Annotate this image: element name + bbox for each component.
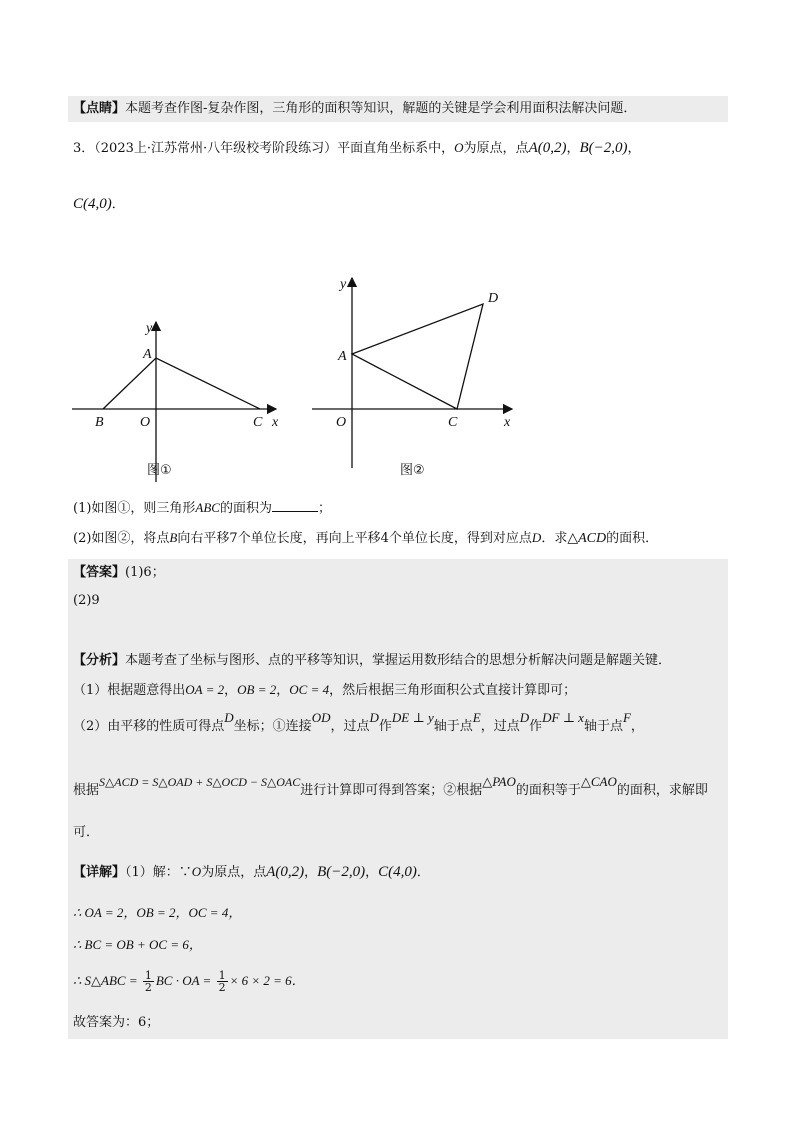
- problem-number: 3．: [73, 141, 95, 156]
- answer-line-1: 【答案】(1)6；: [73, 565, 165, 580]
- caption-fig1: 图①: [147, 463, 172, 478]
- question-2: (2)如图②，将点B向右平移7个单位长度，再向上平移4个单位长度，得到对应点D．求△ACD的面积．: [73, 530, 659, 546]
- analysis-line-1: 【分析】本题考查了坐标与图形、点的平移等知识，掌握运用数形结合的思想分析解决问题是解题关键．: [73, 653, 672, 668]
- triangle-acd: [352, 304, 483, 409]
- fraction-half-2: $\frac{1}{2}$: [218, 969, 226, 994]
- point-b-coord: B(−2,0): [579, 140, 628, 156]
- figure-2: [300, 268, 530, 490]
- dianjing-text: 本题考查作图-复杂作图，三角形的面积等知识，解题的关键是学会利用面积法解决问题．: [125, 101, 637, 116]
- answer-tag: 【答案】: [73, 565, 126, 580]
- detail-line-4: ∴ S△ABC = $\frac{1}{2}$ BC · OA = $\frac{1}{2}$ × 6 × 2 = 6．: [73, 969, 305, 994]
- label-c: C: [448, 415, 458, 430]
- detail-line-5: 故答案为：6；: [73, 1015, 160, 1030]
- detail-line-1: 【详解】（1）解：∵O为原点，点A(0,2)，B(−2,0)，C(4,0)．: [73, 864, 430, 880]
- answer-blank: [272, 499, 318, 512]
- analysis-tag: 【分析】: [73, 653, 126, 668]
- caption-fig2: 图②: [400, 463, 425, 478]
- answer-line-2: (2)9: [73, 593, 100, 608]
- label-o: O: [140, 415, 151, 430]
- detail-line-2: ∴ OA = 2，OB = 2，OC = 4，: [73, 905, 242, 920]
- analysis-line-3: （2）由平移的性质可得点D坐标；①连接OD，过点D作DE ⊥ y轴于点E，过点D作DF ⊥ x轴于点F，: [73, 710, 644, 734]
- label-a: A: [143, 347, 152, 362]
- problem-source: （2023上·江苏常州·八年级校考阶段练习）: [94, 141, 338, 156]
- question-1: (1)如图①，则三角形ABC的面积为 ；: [73, 500, 332, 516]
- label-x: x: [272, 415, 279, 430]
- problem-stem-2: C(4,0)．: [73, 196, 125, 212]
- label-o: O: [336, 415, 347, 430]
- detail-line-3: ∴ BC = OB + OC = 6，: [73, 937, 202, 952]
- label-y: y: [340, 277, 347, 292]
- area-formula: S△ACD = S△OAD + S△OCD − S△OAC: [99, 775, 301, 789]
- fraction-half: $\frac{1}{2}$: [144, 969, 152, 994]
- problem-stem: 3．（2023上·江苏常州·八年级校考阶段练习）平面直角坐标系中，O为原点，点A(0,2)，B(−2,0)，: [73, 140, 641, 156]
- label-d: D: [488, 291, 499, 306]
- label-c: C: [253, 415, 263, 430]
- analysis-line-4: 根据S△ACD = S△OAD + S△OCD − S△OAC进行计算即可得到答案；②根据△PAO的面积等于△CAO的面积，求解即: [73, 774, 708, 798]
- label-y: y: [146, 321, 153, 336]
- point-c-coord: C(4,0): [73, 196, 112, 212]
- dianjing-tag: 【点睛】: [73, 101, 126, 116]
- label-x: x: [504, 415, 511, 430]
- dianjing-line: [73, 99, 636, 119]
- detail-tag: 【详解】: [73, 865, 126, 880]
- point-a-coord: A(0,2): [528, 140, 567, 156]
- figure-1: [60, 310, 290, 490]
- label-a: A: [338, 349, 347, 364]
- analysis-line-5: 可．: [73, 825, 100, 840]
- triangle-abc: [103, 358, 260, 409]
- analysis-line-2: （1）根据题意得出OA = 2，OB = 2，OC = 4，然后根据三角形面积公式直接计算即可；: [73, 682, 577, 698]
- label-b: B: [95, 415, 104, 430]
